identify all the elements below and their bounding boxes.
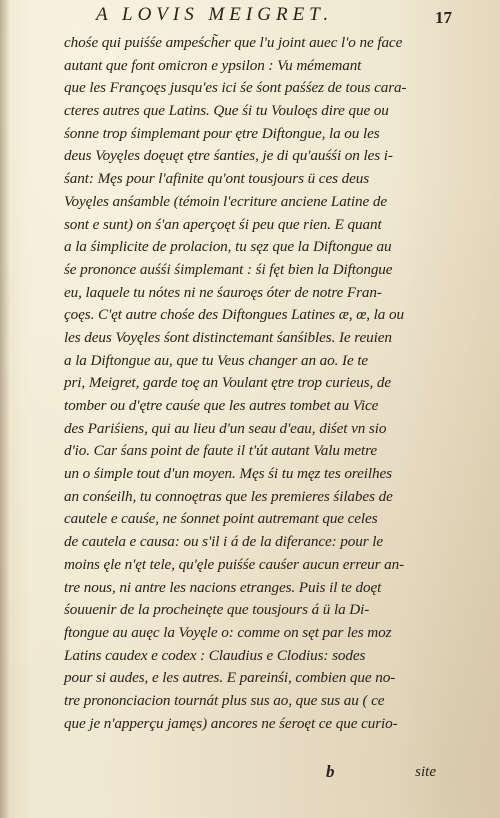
text-line: pri, Meigret, garde toę an Voulant ętre trop curieus, de	[64, 374, 392, 392]
text-line: cteres autres que Latins. Que śi tu Vouloęs dire que ou	[64, 102, 389, 120]
page-header	[96, 4, 452, 30]
signature-mark: b	[326, 762, 335, 781]
running-head: A LOVIS MEIGRET.	[96, 4, 334, 25]
text-line: cautele e cauśe, ne śonnet point autremant que celes	[64, 510, 378, 528]
text-line: que les Françoęs jusqu'es ici śe śont paśśez de tous cara-	[64, 79, 407, 97]
text-line: pour si audes, e les autres. E pareinśi, combien que no-	[64, 669, 396, 687]
text-line: un o śimple tout d'un moyen. Męs śi tu męz tes oreilhes	[64, 465, 392, 483]
text-line: les deus Voyęles śont distinctemant śanśibles. Ie reuien	[64, 328, 392, 346]
text-line: Voyęles anśamble (témoin l'ecriture anciene Latine de	[64, 192, 387, 210]
text-line: eu, laquele tu nótes ni ne śauroęs óter de notre Fran-	[64, 283, 382, 301]
catchword: site	[415, 764, 436, 780]
text-line: śouuenir de la procheinęte que tousjours á ü la Di-	[64, 601, 370, 619]
text-line: tre nous, ni antre les nacions etranges. Puis il te doęt	[64, 578, 382, 596]
text-line: śonne trop śimplemant pour ętre Diftongue, la ou les	[64, 124, 380, 142]
text-line: de cautela e causa: ou s'il i á de la diferance: pour le	[64, 533, 384, 551]
body-text-block	[64, 32, 436, 735]
text-line: tre prononciacion tournát plus sus ao, que sus au ( ce	[64, 691, 385, 709]
text-line: sont e sunt) on ś'an aperçoęt śi peu que rien. E quant	[64, 215, 382, 233]
text-line: śant: Męs pour l'afinite qu'ont tousjours ü ces deus	[64, 170, 370, 188]
text-line: deus Voyęles doęuęt ętre śanties, je di qu'auśśi on les i-	[64, 147, 393, 165]
page-gutter-shadow	[0, 0, 10, 818]
text-line: tomber ou d'ętre cauśe que les autres tombet au Vice	[64, 397, 379, 414]
text-line: chośe qui puiśśe ampeśch̃er que l'u joint auec l'o ne face	[64, 34, 403, 51]
text-line: autant que font omicron e ypsilon : Vu mémemant	[64, 56, 362, 74]
text-line: an conśeilh, tu connoętras que les premieres śilabes de	[64, 487, 393, 505]
text-line: des Pariśiens, qui au lieu d'un seau d'eau, diśet vn sio	[64, 419, 387, 437]
text-line: que je n'apperçu jamęs) ancores ne śeroęt ce que curio-	[64, 714, 398, 732]
text-line: a la śimplicite de prolacion, tu sęz que la Diftongue au	[64, 238, 392, 256]
text-line: Latins caudex e codex : Claudius e Clodius: sodes	[64, 646, 366, 664]
text-line: a la Diftongue au, que tu Veus changer an ao. Ie te	[64, 351, 369, 369]
text-line: d'io. Car śans point de faute il t'út autant Valu metre	[64, 442, 378, 460]
page-number: 17	[435, 8, 452, 27]
page-footer	[64, 762, 436, 786]
text-line: śe prononce auśśi śimplemant : śi fęt bien la Diftongue	[64, 260, 393, 278]
text-line: ftongue au auęc la Voyęle o: comme on sęt par les moz	[64, 623, 392, 641]
text-line: çoęs. C'ęt autre chośe des Diftongues Latines æ, œ, la ou	[64, 306, 404, 324]
text-line: moins ęle n'ęt tele, qu'ęle puiśśe cauśer aucun erreur an-	[64, 555, 405, 573]
